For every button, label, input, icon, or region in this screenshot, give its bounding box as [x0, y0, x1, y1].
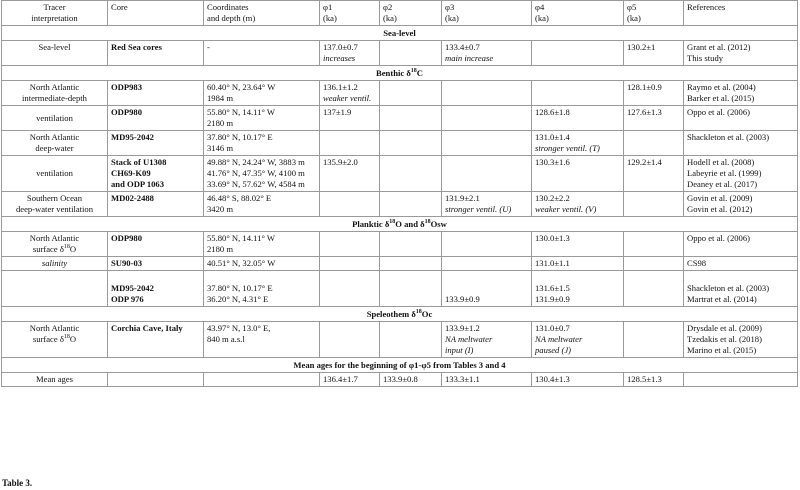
refs-cell: Oppo et al. (2006) — [684, 106, 798, 131]
header-coords: Coordinates and depth (m) — [204, 1, 320, 26]
coords-cell: 55.80° N, 14.11° W 2180 m — [204, 232, 320, 257]
tracer-cell: ventilation — [2, 156, 108, 192]
phi1-cell — [320, 192, 380, 217]
coords-cell: 60.40° N, 23.64° W 1984 m — [204, 81, 320, 106]
tracer-cell: ventilation — [2, 106, 108, 131]
phi3-cell — [442, 156, 532, 192]
phi3-cell: 133.3±1.1 — [442, 373, 532, 387]
phi3-cell — [442, 232, 532, 257]
phi5-cell: 129.2±1.4 — [624, 156, 684, 192]
section-row — [2, 358, 798, 373]
phi5-cell — [624, 232, 684, 257]
phi1-cell — [320, 257, 380, 271]
phi3-cell: 133.9±0.9 — [442, 271, 532, 307]
phi4-cell — [532, 41, 624, 66]
core-cell: MD95-2042 — [108, 131, 204, 156]
phi1-cell: 135.9±2.0 — [320, 156, 380, 192]
coords-cell: 37.80° N, 10.17° E 36.20° N, 4.31° E — [204, 271, 320, 307]
tracer-cell: Sea-level — [2, 41, 108, 66]
phi5-cell — [624, 192, 684, 217]
coords-cell: 55.80° N, 14.11° W 2180 m — [204, 106, 320, 131]
phi5-cell: 128.1±0.9 — [624, 81, 684, 106]
phi2-cell — [380, 257, 442, 271]
table-row — [2, 41, 798, 66]
header-core: Core — [108, 1, 204, 26]
phi5-cell — [624, 131, 684, 156]
header-tracer: Tracer interpretation — [2, 1, 108, 26]
header-phi2: φ2 (ka) — [380, 1, 442, 26]
refs-cell: Grant et al. (2012) This study — [684, 41, 798, 66]
header-row — [2, 1, 798, 26]
refs-cell: CS98 — [684, 257, 798, 271]
tracer-cell: North Atlantic intermediate-depth — [2, 81, 108, 106]
phi4-cell: 128.6±1.8 — [532, 106, 624, 131]
refs-cell: Hodell et al. (2008) Labeyrie et al. (1999) Deaney et al. (2017) — [684, 156, 798, 192]
phi1-cell — [320, 322, 380, 358]
table-row — [2, 257, 798, 271]
phi2-cell — [380, 156, 442, 192]
phi5-cell: 127.6±1.3 — [624, 106, 684, 131]
phi2-cell — [380, 131, 442, 156]
header-phi1: φ1 (ka) — [320, 1, 380, 26]
refs-cell: Govin et al. (2009) Govin et al. (2012) — [684, 192, 798, 217]
phi3-cell: 133.9±1.2 NA meltwater input (I) — [442, 322, 532, 358]
phi1-cell: 136.4±1.7 — [320, 373, 380, 387]
phi1-cell — [320, 271, 380, 307]
tracer-cell: North Atlantic surface $\delta^{18}O$ — [2, 232, 108, 257]
section-sea-level: Sea-level — [2, 26, 798, 41]
coords-cell: 49.88° N, 24.24° W, 3883 m 41.76° N, 47.35° W, 4100 m 33.69° N, 57.62° W, 4584 m — [204, 156, 320, 192]
coords-cell: 46.48° S, 88.02° E 3420 m — [204, 192, 320, 217]
phi5-cell — [624, 257, 684, 271]
phi4-cell: 131.0±1.1 — [532, 257, 624, 271]
core-cell — [108, 373, 204, 387]
core-cell: Corchia Cave, Italy — [108, 322, 204, 358]
table-row — [2, 156, 798, 192]
header-refs: References — [684, 1, 798, 26]
core-cell: ODP980 — [108, 232, 204, 257]
phi1-cell: 137.0±0.7 increases — [320, 41, 380, 66]
table-row — [2, 232, 798, 257]
phi2-cell: 133.9±0.8 — [380, 373, 442, 387]
header-phi5: φ5 (ka) — [624, 1, 684, 26]
refs-cell: Shackleton et al. (2003) Martrat et al. (2014) — [684, 271, 798, 307]
phi1-cell: 136.1±1.2 weaker ventil. — [320, 81, 380, 106]
core-cell: ODP980 — [108, 106, 204, 131]
tracer-cell — [2, 271, 108, 307]
phi4-cell: 130.2±2.2 weaker ventil. (V) — [532, 192, 624, 217]
phi2-cell — [380, 232, 442, 257]
tracer-cell: Mean ages — [2, 373, 108, 387]
section-speleothem: Speleothem $\delta^{18}Oc$ — [2, 307, 798, 322]
results-table — [1, 0, 798, 387]
table-row — [2, 322, 798, 358]
refs-cell — [684, 373, 798, 387]
header-phi4: φ4 (ka) — [532, 1, 624, 26]
coords-cell: 43.97° N, 13.0° E, 840 m a.s.l — [204, 322, 320, 358]
phi4-cell: 130.4±1.3 — [532, 373, 624, 387]
section-row — [2, 217, 798, 232]
phi3-cell: 133.4±0.7 main increase — [442, 41, 532, 66]
phi1-cell: 137±1.9 — [320, 106, 380, 131]
core-cell: SU90-03 — [108, 257, 204, 271]
phi4-cell: 130.3±1.6 — [532, 156, 624, 192]
phi2-cell — [380, 271, 442, 307]
coords-cell: - — [204, 41, 320, 66]
tracer-cell: salinity — [2, 257, 108, 271]
section-row — [2, 66, 798, 81]
phi2-cell — [380, 81, 442, 106]
section-planktic: Planktic $\delta^{18}O$ and $\delta^{18}Osw$ — [2, 217, 798, 232]
phi4-cell: 131.0±1.4 stronger ventil. (T) — [532, 131, 624, 156]
phi4-cell — [532, 81, 624, 106]
refs-cell: Raymo et al. (2004) Barker et al. (2015) — [684, 81, 798, 106]
refs-cell: Shackleton et al. (2003) — [684, 131, 798, 156]
phi5-cell — [624, 271, 684, 307]
coords-cell: 40.51° N, 32.05° W — [204, 257, 320, 271]
section-row — [2, 26, 798, 41]
table-row — [2, 271, 798, 307]
phi3-cell — [442, 131, 532, 156]
phi2-cell — [380, 322, 442, 358]
phi4-cell: 131.6±1.5 131.9±0.9 — [532, 271, 624, 307]
section-mean: Mean ages for the beginning of φ1-φ5 from Tables 3 and 4 — [2, 358, 798, 373]
core-cell: Red Sea cores — [108, 41, 204, 66]
phi2-cell — [380, 106, 442, 131]
coords-cell: 37.80° N, 10.17° E 3146 m — [204, 131, 320, 156]
refs-cell: Drysdale et al. (2009) Tzedakis et al. (2018) Marino et al. (2015) — [684, 322, 798, 358]
table-row — [2, 106, 798, 131]
core-cell: MD95-2042 ODP 976 — [108, 271, 204, 307]
phi1-cell — [320, 131, 380, 156]
table-row — [2, 131, 798, 156]
phi2-cell — [380, 41, 442, 66]
phi3-cell — [442, 257, 532, 271]
table-row — [2, 373, 798, 387]
table-row — [2, 192, 798, 217]
header-phi3: φ3 (ka) — [442, 1, 532, 26]
tracer-cell: Southern Ocean deep-water ventilation — [2, 192, 108, 217]
phi2-cell — [380, 192, 442, 217]
core-cell: Stack of U1308 CH69-K09 and ODP 1063 — [108, 156, 204, 192]
core-cell: ODP983 — [108, 81, 204, 106]
core-cell: MD02-2488 — [108, 192, 204, 217]
refs-cell: Oppo et al. (2006) — [684, 232, 798, 257]
phi5-cell: 130.2±1 — [624, 41, 684, 66]
table-row — [2, 81, 798, 106]
phi3-cell: 131.9±2.1 stronger ventil. (U) — [442, 192, 532, 217]
phi1-cell — [320, 232, 380, 257]
phi5-cell: 128.5±1.3 — [624, 373, 684, 387]
phi3-cell — [442, 106, 532, 131]
phi3-cell — [442, 81, 532, 106]
phi5-cell — [624, 322, 684, 358]
section-row — [2, 307, 798, 322]
tracer-cell: North Atlantic surface $\delta^{18}O$ — [2, 322, 108, 358]
phi4-cell: 130.0±1.3 — [532, 232, 624, 257]
table-caption: Table 3. — [2, 478, 33, 488]
coords-cell — [204, 373, 320, 387]
phi4-cell: 131.0±0.7 NA meltwater paused (J) — [532, 322, 624, 358]
section-benthic: Benthic $\delta^{18}C$ — [2, 66, 798, 81]
tracer-cell: North Atlantic deep-water — [2, 131, 108, 156]
